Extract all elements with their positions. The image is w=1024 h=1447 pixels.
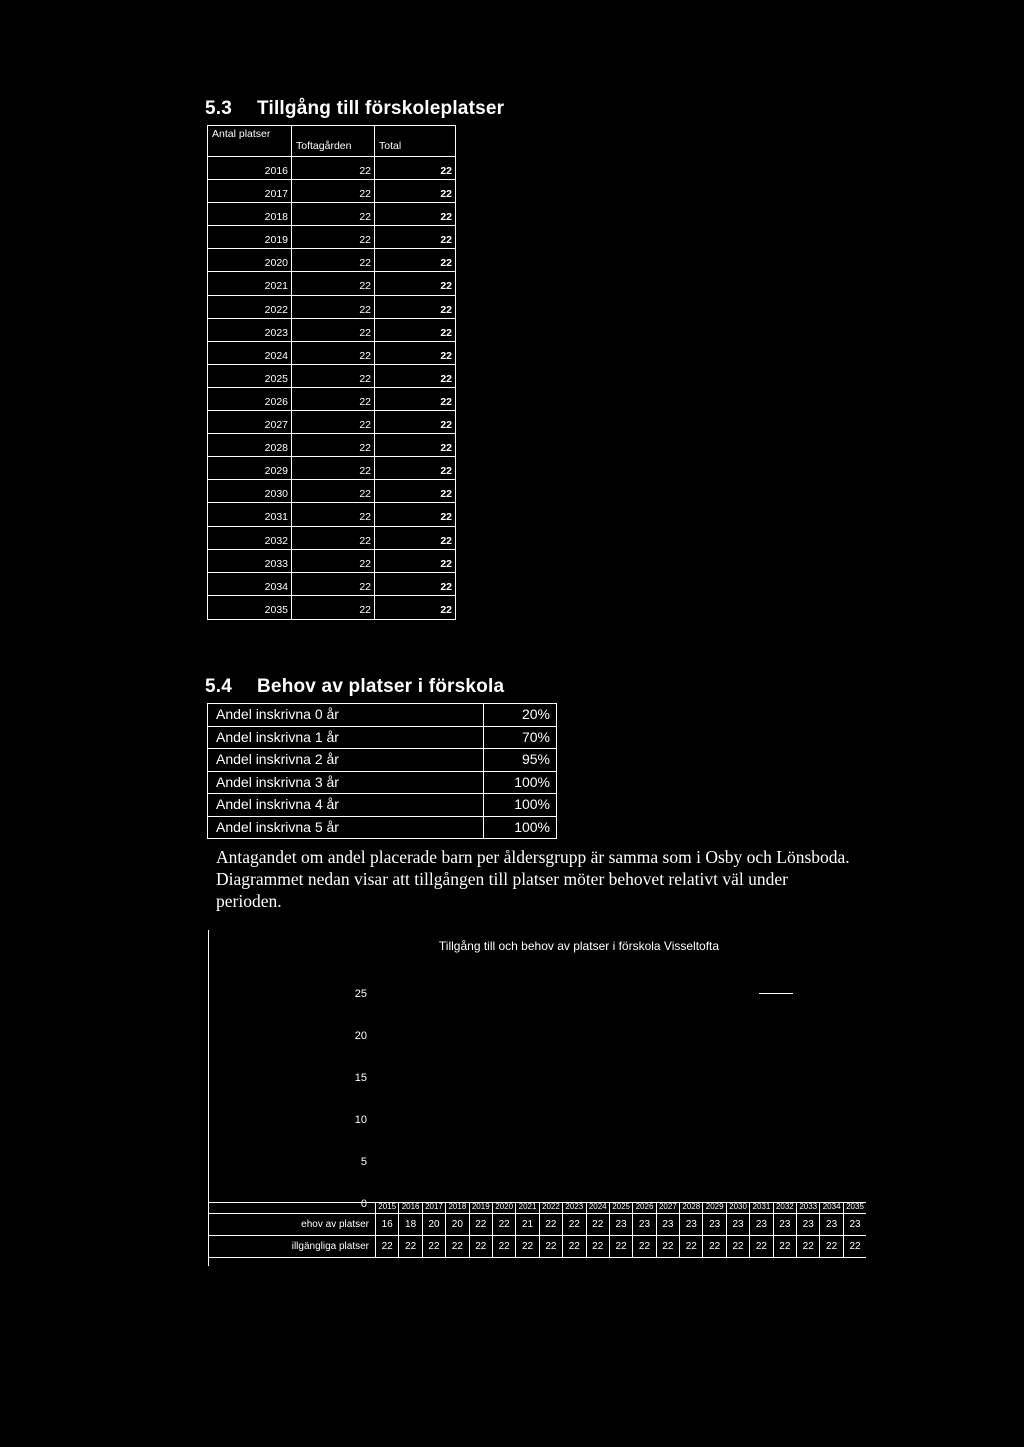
enrollment-value: 100% bbox=[514, 818, 550, 835]
body-paragraph: Antagandet om andel placerade barn per åldersgrupp är samma som i Osby och Lönsboda. Diagrammet nedan visar att tillgången till platser möter behovet relativt väl under perioden. bbox=[216, 847, 850, 911]
enrollment-label: Andel inskrivna 4 år bbox=[208, 794, 484, 816]
row-year: 2016 bbox=[208, 157, 291, 180]
places-table-row bbox=[208, 434, 455, 457]
category-row-label bbox=[209, 1203, 375, 1213]
series-value: 22 bbox=[749, 1236, 772, 1257]
y-tick-label: 10 bbox=[354, 1114, 367, 1126]
chart-data-table bbox=[209, 1202, 866, 1258]
places-table-row bbox=[208, 226, 455, 249]
legend-line bbox=[759, 993, 793, 994]
category-label: 2028 bbox=[679, 1203, 702, 1213]
row-year: 2032 bbox=[208, 527, 291, 550]
row-total: 22 bbox=[374, 342, 455, 365]
series-value: 22 bbox=[819, 1236, 842, 1257]
section-54-heading bbox=[205, 676, 504, 698]
row-toftagarden: 22 bbox=[291, 527, 374, 550]
row-year: 2028 bbox=[208, 434, 291, 457]
series-value: 23 bbox=[656, 1214, 679, 1235]
row-year: 2025 bbox=[208, 365, 291, 388]
row-total: 22 bbox=[374, 388, 455, 411]
series-row bbox=[209, 1236, 866, 1258]
places-table-row bbox=[208, 503, 455, 526]
category-label: 2015 bbox=[375, 1203, 398, 1213]
row-year: 2024 bbox=[208, 342, 291, 365]
y-tick-label: 15 bbox=[354, 1072, 367, 1084]
enrollment-label: Andel inskrivna 0 år bbox=[208, 704, 484, 726]
chart-title: Tillgång till och behov av platser i förskola Visseltofta bbox=[438, 939, 720, 953]
series-value: 22 bbox=[796, 1236, 819, 1257]
row-toftagarden: 22 bbox=[291, 180, 374, 203]
y-tick-label: 0 bbox=[360, 1198, 367, 1210]
places-table-row bbox=[208, 573, 455, 596]
row-toftagarden: 22 bbox=[291, 272, 374, 295]
series-value: 18 bbox=[398, 1214, 421, 1235]
places-table-row bbox=[208, 342, 455, 365]
category-label: 2025 bbox=[609, 1203, 632, 1213]
category-label: 2019 bbox=[469, 1203, 492, 1213]
series-value: 23 bbox=[609, 1214, 632, 1235]
row-year: 2030 bbox=[208, 480, 291, 503]
enrollment-row bbox=[208, 794, 556, 817]
category-label: 2029 bbox=[702, 1203, 725, 1213]
row-toftagarden: 22 bbox=[291, 480, 374, 503]
places-table-row bbox=[208, 249, 455, 272]
series-value: 22 bbox=[726, 1236, 749, 1257]
places-table-row bbox=[208, 180, 455, 203]
places-table-row bbox=[208, 527, 455, 550]
series-label: illgängliga platser bbox=[291, 1241, 369, 1252]
places-table-row bbox=[208, 203, 455, 226]
enrollment-label: Andel inskrivna 2 år bbox=[208, 749, 484, 771]
places-table-row bbox=[208, 365, 455, 388]
enrollment-row bbox=[208, 772, 556, 795]
series-value: 22 bbox=[492, 1214, 515, 1235]
row-year: 2023 bbox=[208, 319, 291, 342]
section-54-number: 5.4 bbox=[205, 676, 233, 697]
places-table-row bbox=[208, 411, 455, 434]
series-value: 22 bbox=[632, 1236, 655, 1257]
series-value: 20 bbox=[445, 1214, 468, 1235]
row-total: 22 bbox=[374, 573, 455, 596]
series-value: 22 bbox=[562, 1236, 585, 1257]
y-tick-label: 25 bbox=[354, 988, 367, 1000]
category-label: 2020 bbox=[492, 1203, 515, 1213]
enrollment-value: 70% bbox=[521, 728, 550, 745]
category-label: 2033 bbox=[796, 1203, 819, 1213]
row-toftagarden: 22 bbox=[291, 249, 374, 272]
series-value: 22 bbox=[586, 1214, 609, 1235]
series-value: 22 bbox=[539, 1214, 562, 1235]
places-table-row bbox=[208, 457, 455, 480]
row-total: 22 bbox=[374, 157, 455, 180]
row-toftagarden: 22 bbox=[291, 503, 374, 526]
row-total: 22 bbox=[374, 319, 455, 342]
places-table-row bbox=[208, 480, 455, 503]
category-label: 2027 bbox=[656, 1203, 679, 1213]
series-value: 23 bbox=[726, 1214, 749, 1235]
row-total: 22 bbox=[374, 203, 455, 226]
series-value: 22 bbox=[375, 1236, 398, 1257]
series-value: 22 bbox=[539, 1236, 562, 1257]
category-label: 2018 bbox=[445, 1203, 468, 1213]
category-label: 2022 bbox=[539, 1203, 562, 1213]
category-label: 2023 bbox=[562, 1203, 585, 1213]
enrollment-row bbox=[208, 817, 556, 839]
series-value: 23 bbox=[773, 1214, 796, 1235]
series-value: 20 bbox=[422, 1214, 445, 1235]
header-total: Total bbox=[374, 126, 455, 156]
row-total: 22 bbox=[374, 226, 455, 249]
section-53-heading bbox=[205, 98, 504, 120]
series-value: 22 bbox=[679, 1236, 702, 1257]
row-year: 2026 bbox=[208, 388, 291, 411]
places-table-row bbox=[208, 319, 455, 342]
section-53-title: Tillgång till förskoleplatser bbox=[257, 98, 505, 119]
places-table bbox=[207, 125, 456, 620]
series-value: 22 bbox=[398, 1236, 421, 1257]
series-value: 23 bbox=[819, 1214, 842, 1235]
places-table-row bbox=[208, 157, 455, 180]
series-value: 22 bbox=[656, 1236, 679, 1257]
category-label: 2032 bbox=[773, 1203, 796, 1213]
row-total: 22 bbox=[374, 550, 455, 573]
places-table-row bbox=[208, 272, 455, 295]
places-table-body bbox=[208, 157, 455, 619]
section-53-number: 5.3 bbox=[205, 98, 233, 119]
series-value: 22 bbox=[843, 1236, 866, 1257]
enrollment-value: 95% bbox=[521, 751, 550, 767]
series-value: 22 bbox=[515, 1236, 538, 1257]
y-tick-label: 20 bbox=[354, 1030, 367, 1042]
enrollment-value: 20% bbox=[521, 706, 550, 722]
row-toftagarden: 22 bbox=[291, 203, 374, 226]
category-label: 2035 bbox=[843, 1203, 866, 1213]
row-toftagarden: 22 bbox=[291, 365, 374, 388]
series-value: 21 bbox=[515, 1214, 538, 1235]
enrollment-value: 100% bbox=[514, 796, 550, 812]
row-year: 2019 bbox=[208, 226, 291, 249]
y-tick-label: 5 bbox=[360, 1156, 367, 1168]
category-label: 2024 bbox=[586, 1203, 609, 1213]
row-total: 22 bbox=[374, 249, 455, 272]
row-toftagarden: 22 bbox=[291, 296, 374, 319]
row-toftagarden: 22 bbox=[291, 457, 374, 480]
row-toftagarden: 22 bbox=[291, 434, 374, 457]
series-value: 22 bbox=[773, 1236, 796, 1257]
row-toftagarden: 22 bbox=[291, 342, 374, 365]
series-label: ehov av platser bbox=[301, 1219, 369, 1230]
series-value: 22 bbox=[445, 1236, 468, 1257]
category-label: 2031 bbox=[749, 1203, 772, 1213]
row-year: 2022 bbox=[208, 296, 291, 319]
series-value: 23 bbox=[632, 1214, 655, 1235]
row-toftagarden: 22 bbox=[291, 388, 374, 411]
row-year: 2035 bbox=[264, 603, 288, 616]
series-value: 22 bbox=[492, 1236, 515, 1257]
row-total: 22 bbox=[374, 596, 455, 619]
row-toftagarden: 22 bbox=[291, 319, 374, 342]
series-row bbox=[209, 1214, 866, 1236]
section-54-title: Behov av platser i förskola bbox=[257, 676, 505, 697]
row-total: 22 bbox=[374, 365, 455, 388]
row-year: 2034 bbox=[208, 573, 291, 596]
row-year: 2017 bbox=[208, 180, 291, 203]
series-value: 23 bbox=[749, 1214, 772, 1235]
series-value: 22 bbox=[422, 1236, 445, 1257]
category-label: 2016 bbox=[398, 1203, 421, 1213]
row-year: 2033 bbox=[208, 550, 291, 573]
series-value: 16 bbox=[375, 1214, 398, 1235]
series-value: 22 bbox=[469, 1214, 492, 1235]
category-label: 2034 bbox=[819, 1203, 842, 1213]
series-value: 22 bbox=[469, 1236, 492, 1257]
series-value: 22 bbox=[586, 1236, 609, 1257]
places-table-row bbox=[208, 296, 455, 319]
enrollment-label: Andel inskrivna 5 år bbox=[208, 817, 484, 839]
row-year: 2031 bbox=[208, 503, 291, 526]
row-total: 22 bbox=[374, 296, 455, 319]
row-total: 22 bbox=[374, 527, 455, 550]
row-year: 2020 bbox=[208, 249, 291, 272]
places-table-row bbox=[208, 596, 455, 619]
row-total: 22 bbox=[374, 272, 455, 295]
header-toftagarden: Toftagården bbox=[291, 126, 374, 156]
row-total: 22 bbox=[374, 180, 455, 203]
category-label: 2017 bbox=[422, 1203, 445, 1213]
series-value: 23 bbox=[843, 1214, 866, 1235]
category-row bbox=[209, 1202, 866, 1214]
row-toftagarden: 22 bbox=[291, 411, 374, 434]
row-toftagarden: 22 bbox=[291, 596, 374, 619]
enrollment-row bbox=[208, 749, 556, 772]
row-toftagarden: 22 bbox=[291, 157, 374, 180]
row-year: 2029 bbox=[208, 457, 291, 480]
row-total: 22 bbox=[374, 503, 455, 526]
enrollment-row bbox=[208, 727, 556, 750]
places-table-header bbox=[208, 126, 455, 157]
row-total: 22 bbox=[374, 411, 455, 434]
series-value: 23 bbox=[702, 1214, 725, 1235]
series-value: 22 bbox=[609, 1236, 632, 1257]
row-total: 22 bbox=[374, 457, 455, 480]
enrollment-row bbox=[208, 704, 556, 727]
enrollment-label: Andel inskrivna 1 år bbox=[208, 727, 484, 749]
row-toftagarden: 22 bbox=[291, 573, 374, 596]
chart bbox=[208, 930, 937, 1266]
row-year: 2021 bbox=[208, 272, 291, 295]
category-label: 2026 bbox=[632, 1203, 655, 1213]
enrollment-table bbox=[207, 703, 557, 839]
places-table-row bbox=[208, 388, 455, 411]
places-table-row bbox=[208, 550, 455, 573]
series-value: 22 bbox=[562, 1214, 585, 1235]
series-value: 22 bbox=[702, 1236, 725, 1257]
enrollment-label: Andel inskrivna 3 år bbox=[208, 772, 484, 794]
row-year: 2027 bbox=[208, 411, 291, 434]
row-toftagarden: 22 bbox=[291, 226, 374, 249]
category-label: 2030 bbox=[726, 1203, 749, 1213]
header-antal-platser: Antal platser bbox=[212, 128, 271, 140]
row-total: 22 bbox=[374, 480, 455, 503]
series-value: 23 bbox=[796, 1214, 819, 1235]
series-value: 23 bbox=[679, 1214, 702, 1235]
row-total: 22 bbox=[374, 434, 455, 457]
row-year: 2018 bbox=[208, 203, 291, 226]
category-label: 2021 bbox=[515, 1203, 538, 1213]
enrollment-value: 100% bbox=[514, 773, 550, 790]
row-toftagarden: 22 bbox=[291, 550, 374, 573]
